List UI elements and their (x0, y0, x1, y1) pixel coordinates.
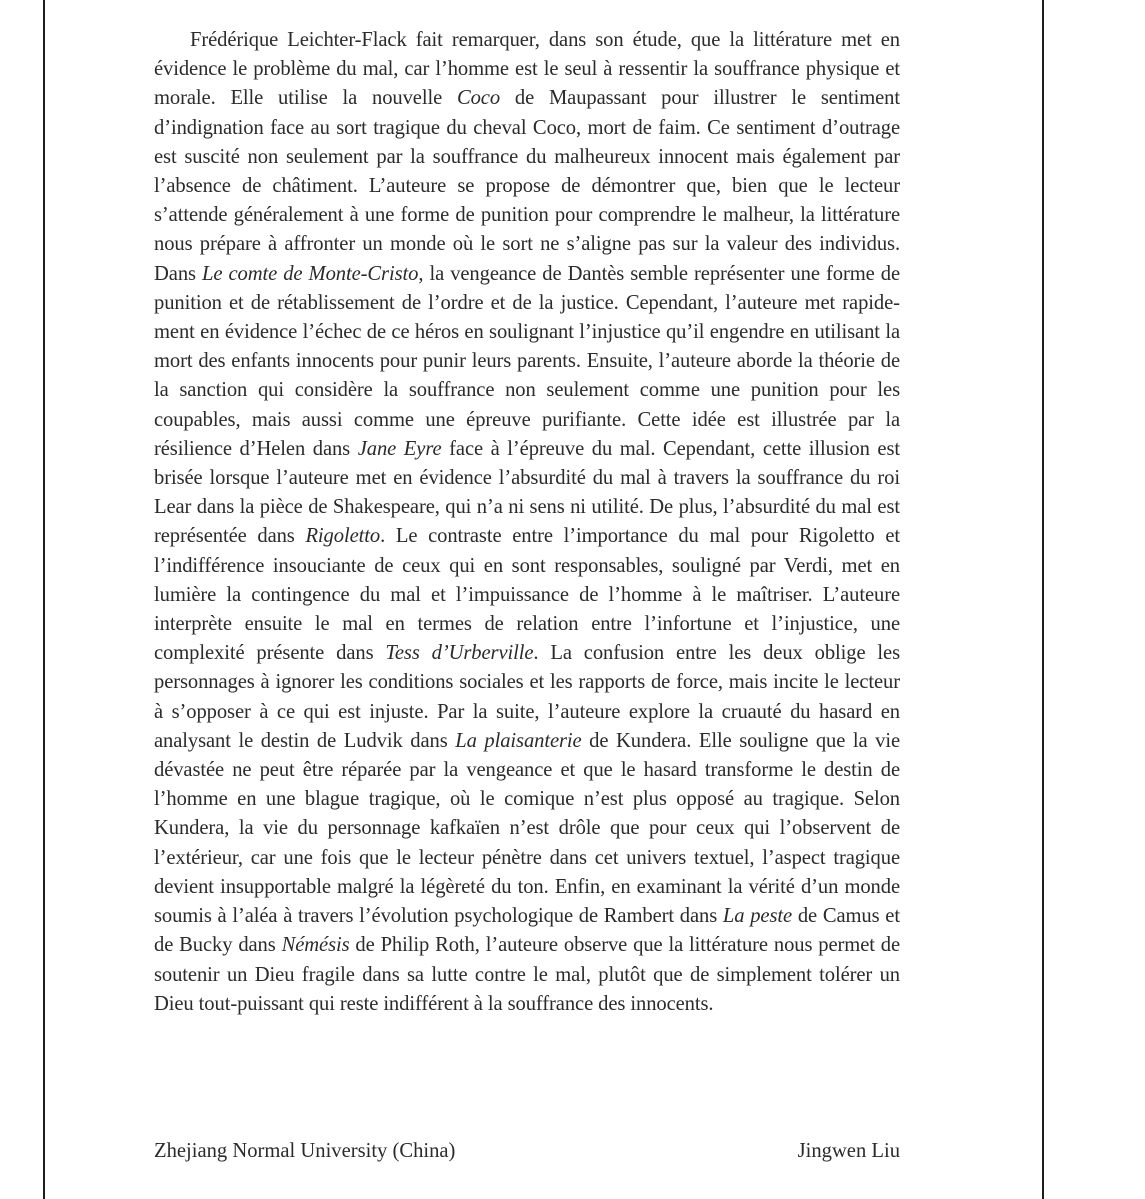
book-title-la-plaisanterie: La plaisanterie (455, 729, 582, 752)
book-title-la-peste: La peste (722, 905, 793, 928)
signature-row (154, 1137, 900, 1166)
review-segment: face à l’épreuve du mal. Cependant, cette illusion est brisée lorsque l’auteure met en évidence l’absurdité du mal à travers la souffrance du roi Lear dans la pièce de Shakespeare, qui n’a ni sens ni utilité. De plus, l’absurdité du mal est représentée dans (154, 437, 900, 548)
book-title-jane-eyre: Jane Eyre (357, 437, 442, 460)
work-title-rigoletto: Rigoletto (305, 525, 381, 548)
author-affiliation: Zhejiang Normal University (China) (154, 1140, 456, 1162)
review-text-column (154, 26, 900, 1019)
review-segment: . La confusion entre les deux oblige les personnages à ignorer les conditions sociales et les rapports de force, mais incite le lecteur à s’opposer à ce qui est injuste. Par la suite, l’auteure explore la cruauté du hasard en analysant le destin de Ludvik dans (154, 642, 900, 752)
book-title-tess: Tess d’Urberville (385, 642, 534, 665)
review-segment: . Le contraste entre l’importance du mal pour Rigoletto et l’indifférence insouciante de ceux qui en sont responsables, souligné par Verdi, met en lumière la contingence du mal et l’impuissance de l’homme à le maîtriser. L’auteure interprète ensuite le mal en termes de relation entre l’infortune et l’injustice, une complexité présente dans (154, 525, 901, 665)
review-segment: de Kundera. Elle souligne que la vie dévastée ne peut être réparée par la vengeance et que le hasard transforme le destin de l’homme en une blague tragique, où le comique n’est plus opposé au tragique. Selon Kundera, la vie du personnage kafkaïen n’est drôle que pour ceux qui l’observent de l’extérieur, car une fois que le lecteur pénètre dans cet univers textuel, l’aspect tragique devient insupportable malgré la légèreté du ton. Enfin, en examinant la vérité d’un monde soumis à l’aléa à travers l’évolution psychologique de Rambert dans (154, 729, 900, 928)
review-segment: , la vengeance de Dantès semble représenter une forme de punition et de rétablissement de l’ordre et de la justice. Cependant, l’auteure met rapidement en évidence l’échec de ce héros en soulignant l’injustice qu’il engendre en utilisant la mort des enfants innocents pour punir leurs parents. Ensuite, l’auteure aborde la théorie de la sanction qui considère la souffrance non seulement comme une punition pour les coupables, mais aussi comme une épreuve purifiante. Cette idée est illustrée par la résilience d’Helen dans (154, 262, 900, 460)
review-segment: de Philip Roth, l’auteure observe que la littérature nous permet de soutenir un Dieu fragile dans sa lutte contre le mal, plutôt que de simplement tolérer un Dieu tout-puissant qui reste indifférent à la souffrance des innocents. (154, 934, 901, 1015)
review-segment: de Camus et de Bucky dans (154, 905, 900, 957)
book-title-coco: Coco (456, 87, 501, 110)
book-title-monte-cristo: Le comte de Monte-Cristo (202, 262, 419, 285)
review-paragraph (154, 26, 900, 1019)
book-title-nemesis: Némésis (281, 934, 350, 957)
review-segment: Frédérique Leichter-Flack fait remarquer, dans son étude, que la littérature met en évidence le problème du mal, car l’homme est le seul à ressentir la souffrance physique et morale. Elle utilise la nouvelle (154, 29, 900, 110)
review-segment: de Maupassant pour illustrer le sentiment d’indignation face au sort tragique du cheval Coco, mort de faim. Ce sentiment d’outrage est suscité non seulement par la souffrance du malheureux innocent mais également par l’absence de châtiment. L’auteure se propose de démontrer que, bien que le lecteur s’attende généralement à une forme de punition pour comprendre le malheur, la littérature nous prépare à affronter un monde où le sort ne s’aligne pas sur la valeur des individus. Dans (154, 87, 900, 285)
author-name: Jingwen Liu (797, 1140, 900, 1162)
